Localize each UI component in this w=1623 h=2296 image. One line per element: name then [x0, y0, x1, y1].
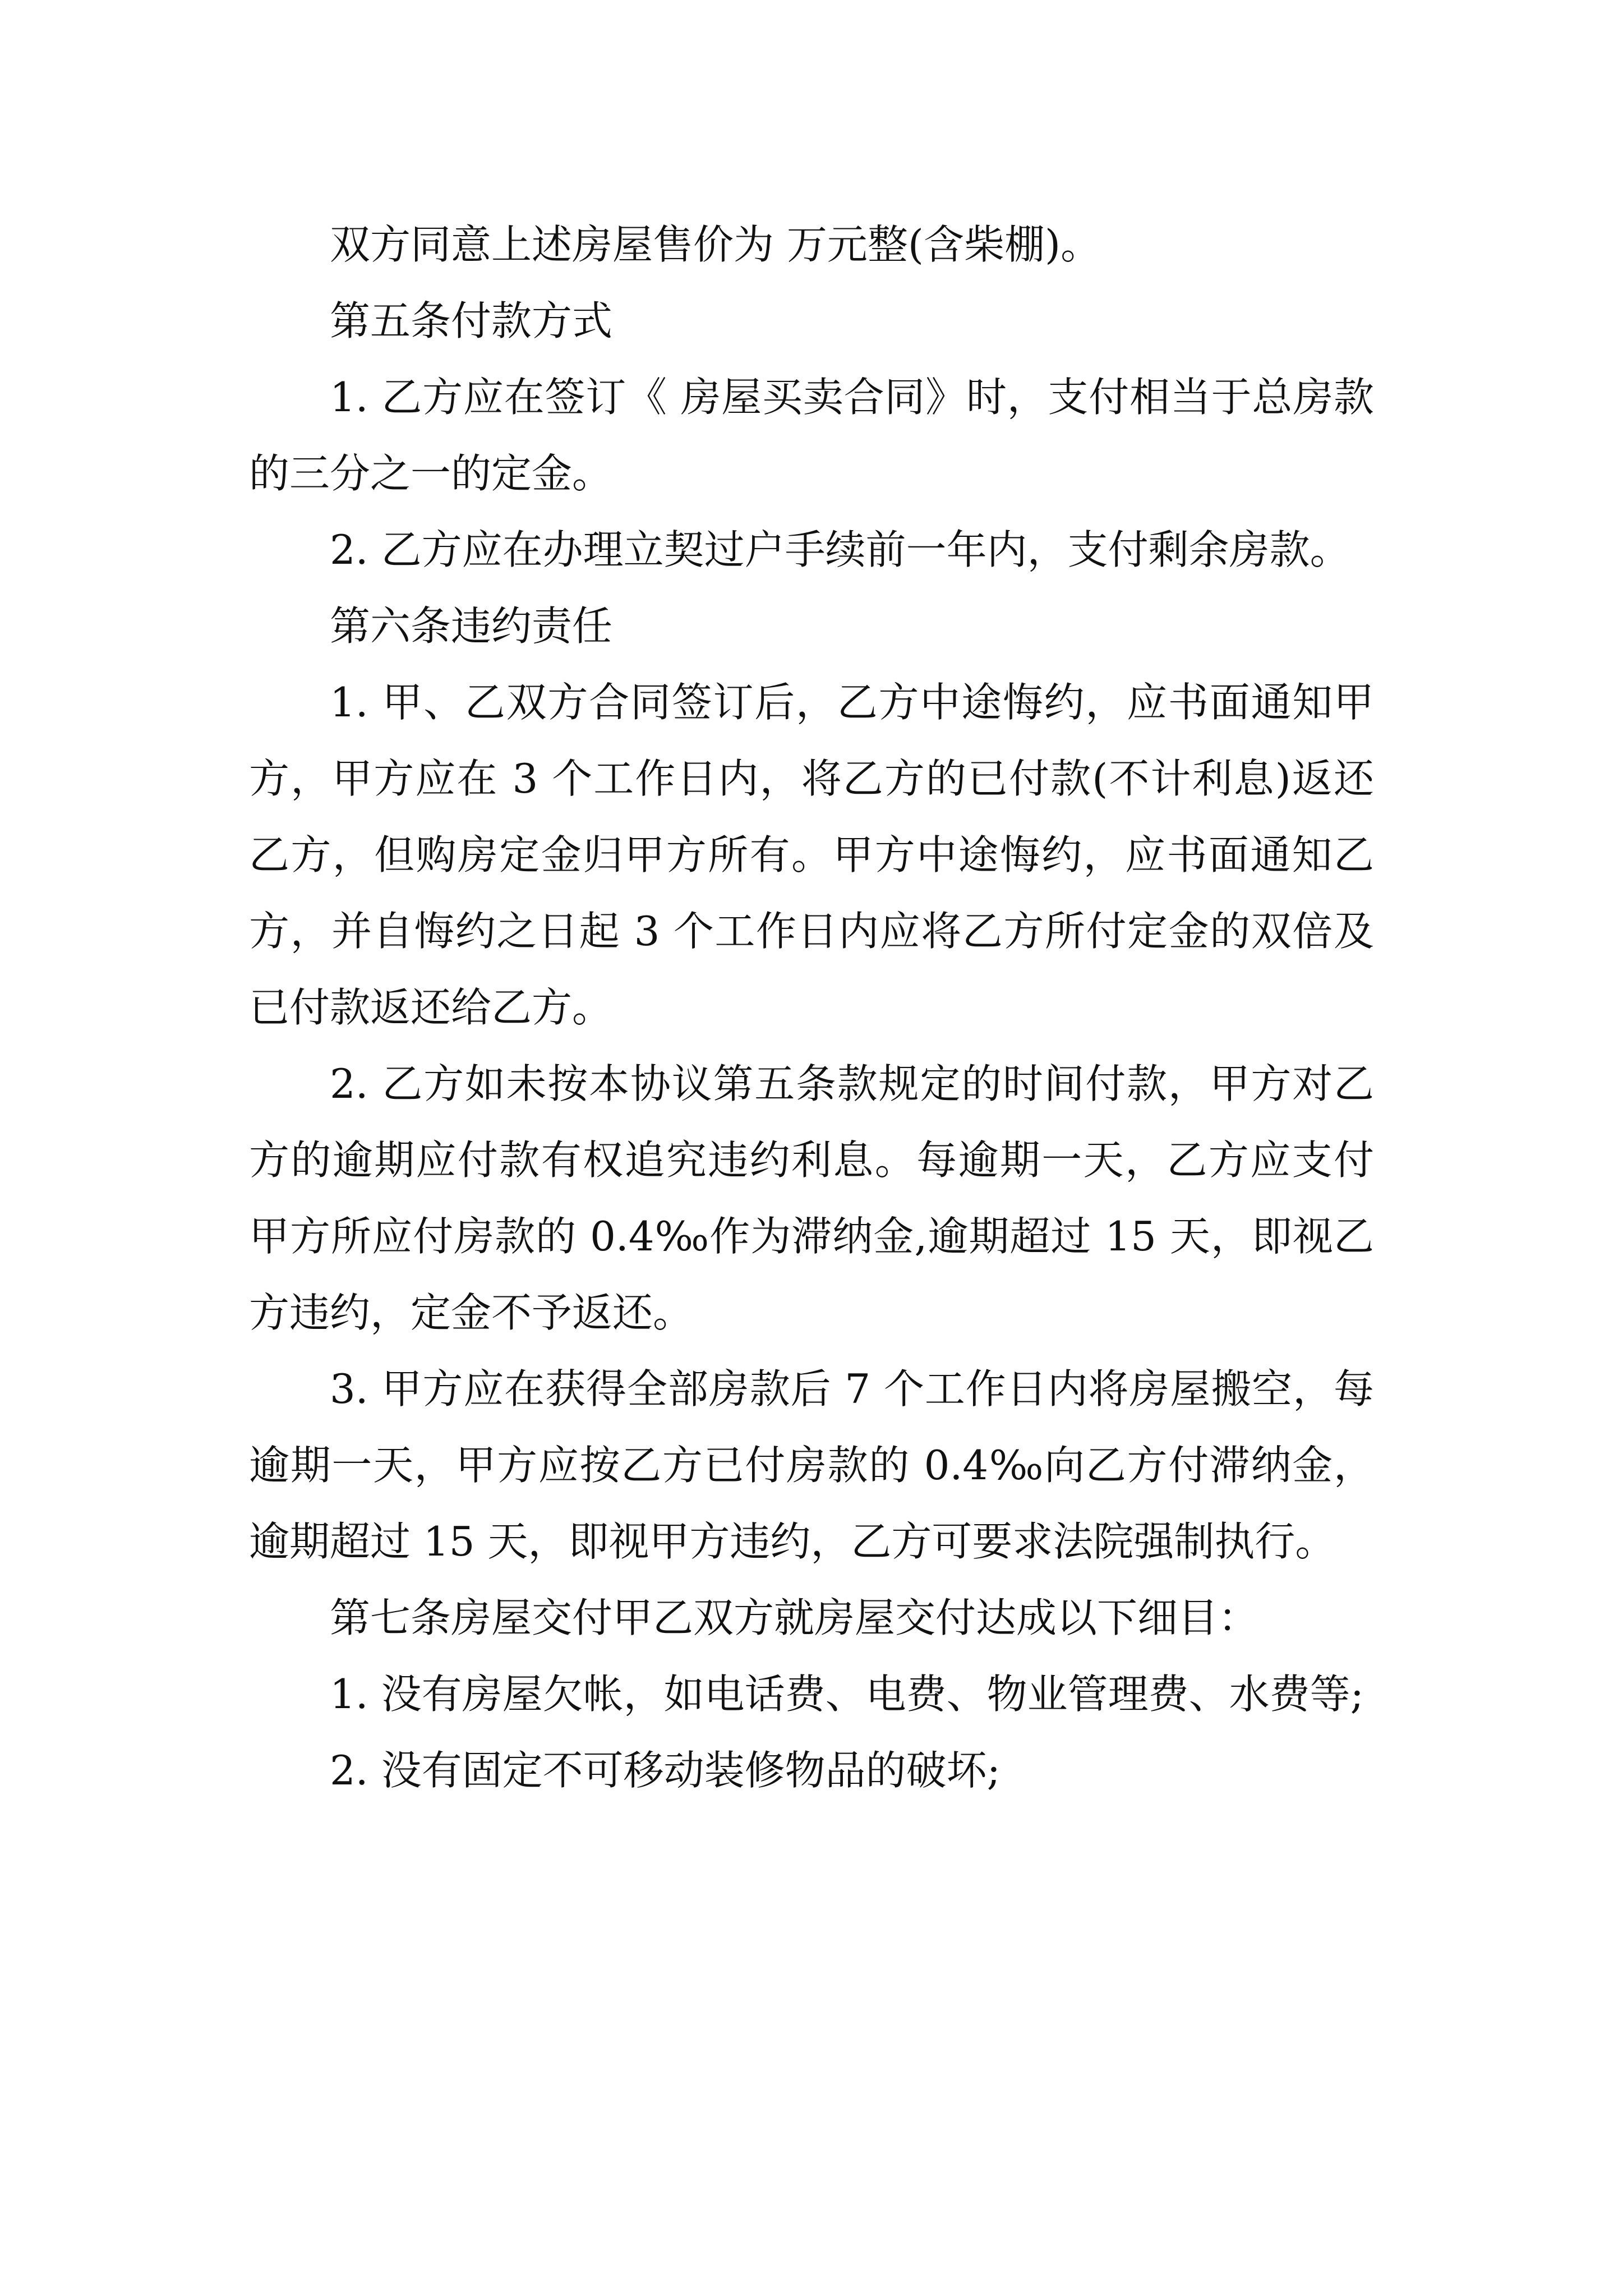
- heading-article-6-liability: 第六条违约责任: [330, 602, 613, 650]
- heading-article-7-delivery: 第七条房屋交付甲乙双方就房屋交付达成以下细目：: [330, 1594, 1259, 1641]
- paragraph-sale-price: 双方同意上述房屋售价为 万元整(含柴棚)。: [330, 221, 1101, 268]
- paragraph-liability-late-payment: 2. 乙方如未按本协议第五条款规定的时间付款，甲方对乙方的逾期应付款有权追究违约利息。每逾期一天，乙方应支付甲方所应付房款的 0.4‰作为滞纳金,逾期超过 15 天，即视乙方违约，定金不予返还。: [249, 1060, 1374, 1336]
- paragraph-payment-deposit: 1. 乙方应在签订《 房屋买卖合同》时，支付相当于总房款的三分之一的定金。: [249, 374, 1374, 497]
- paragraph-delivery-no-damage: 2. 没有固定不可移动装修物品的破坏;: [330, 1747, 1000, 1794]
- paragraph-liability-breach: 1. 甲、乙双方合同签订后，乙方中途悔约，应书面通知甲方，甲方应在 3 个工作日内，将乙方的已付款(不计利息)返还乙方，但购房定金归甲方所有。甲方中途悔约，应书面通知乙方，并自悔约之日起 3 个工作日内应将乙方所付定金的双倍及已付款返还给乙方。: [249, 679, 1374, 1031]
- paragraph-liability-vacate: 3. 甲方应在获得全部房款后 7 个工作日内将房屋搬空，每逾期一天，甲方应按乙方已付房款的 0.4‰向乙方付滞纳金，逾期超过 15 天，即视甲方违约，乙方可要求法院强制执行。: [249, 1365, 1374, 1565]
- paragraph-payment-balance: 2. 乙方应在办理立契过户手续前一年内，支付剩余房款。: [330, 526, 1350, 573]
- document-body: [249, 206, 1374, 1809]
- paragraph-delivery-no-debts: 1. 没有房屋欠帐，如电话费、电费、物业管理费、水费等;: [330, 1671, 1364, 1718]
- heading-article-5-payment: 第五条付款方式: [330, 297, 613, 344]
